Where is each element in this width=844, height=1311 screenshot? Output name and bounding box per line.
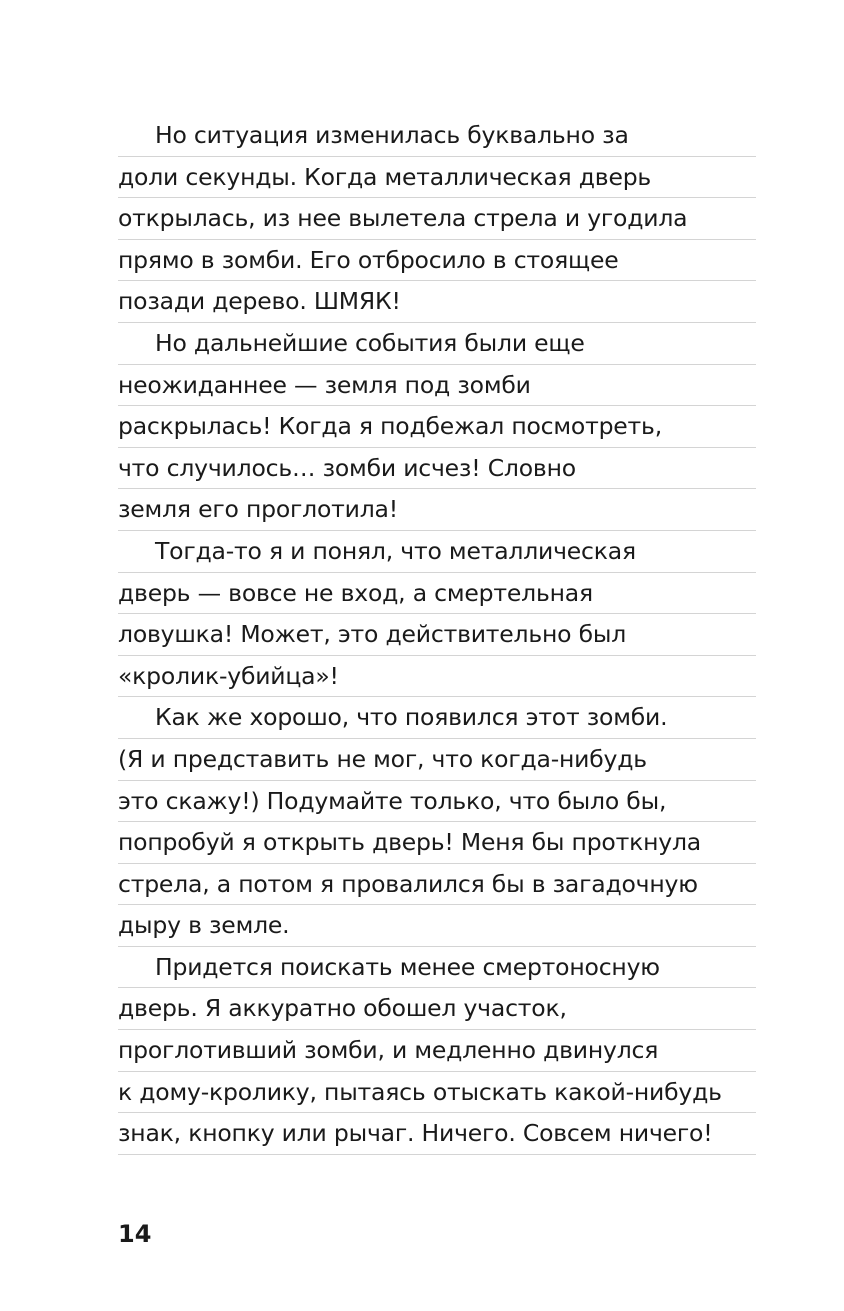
text-line: Тогда-то я и понял, что металлическая [118,531,756,573]
text-line: (Я и представить не мог, что когда-нибудь [118,739,756,781]
page-number: 14 [118,1220,152,1248]
text-line: Придется поискать менее смертоносную [118,947,756,989]
text-line: открылась, из нее вылетела стрела и угодила [118,198,756,240]
text-line: раскрылась! Когда я подбежал посмотреть, [118,406,756,448]
text-line: земля его проглотила! [118,489,756,531]
text-line: ловушка! Может, это действительно был [118,614,756,656]
text-line: неожиданнее — земля под зомби [118,365,756,407]
body-text [118,115,756,1155]
text-line: Но дальнейшие события были еще [118,323,756,365]
text-line: знак, кнопку или рычаг. Ничего. Совсем ничего! [118,1113,756,1155]
text-line: позади дерево. ШМЯК! [118,281,756,323]
text-line: доли секунды. Когда металлическая дверь [118,157,756,199]
text-line: что случилось… зомби исчез! Словно [118,448,756,490]
text-line: прямо в зомби. Его отбросило в стоящее [118,240,756,282]
text-line: это скажу!) Подумайте только, что было бы, [118,781,756,823]
text-line: дверь — вовсе не вход, а смертельная [118,573,756,615]
text-line: Как же хорошо, что появился этот зомби. [118,697,756,739]
text-line: стрела, а потом я провалился бы в загадочную [118,864,756,906]
text-line: дверь. Я аккуратно обошел участок, [118,988,756,1030]
text-line: проглотивший зомби, и медленно двинулся [118,1030,756,1072]
text-line: попробуй я открыть дверь! Меня бы проткнула [118,822,756,864]
text-line: к дому-кролику, пытаясь отыскать какой-нибудь [118,1072,756,1114]
text-line: дыру в земле. [118,905,756,947]
text-line: Но ситуация изменилась буквально за [118,115,756,157]
text-line: «кролик-убийца»! [118,656,756,698]
